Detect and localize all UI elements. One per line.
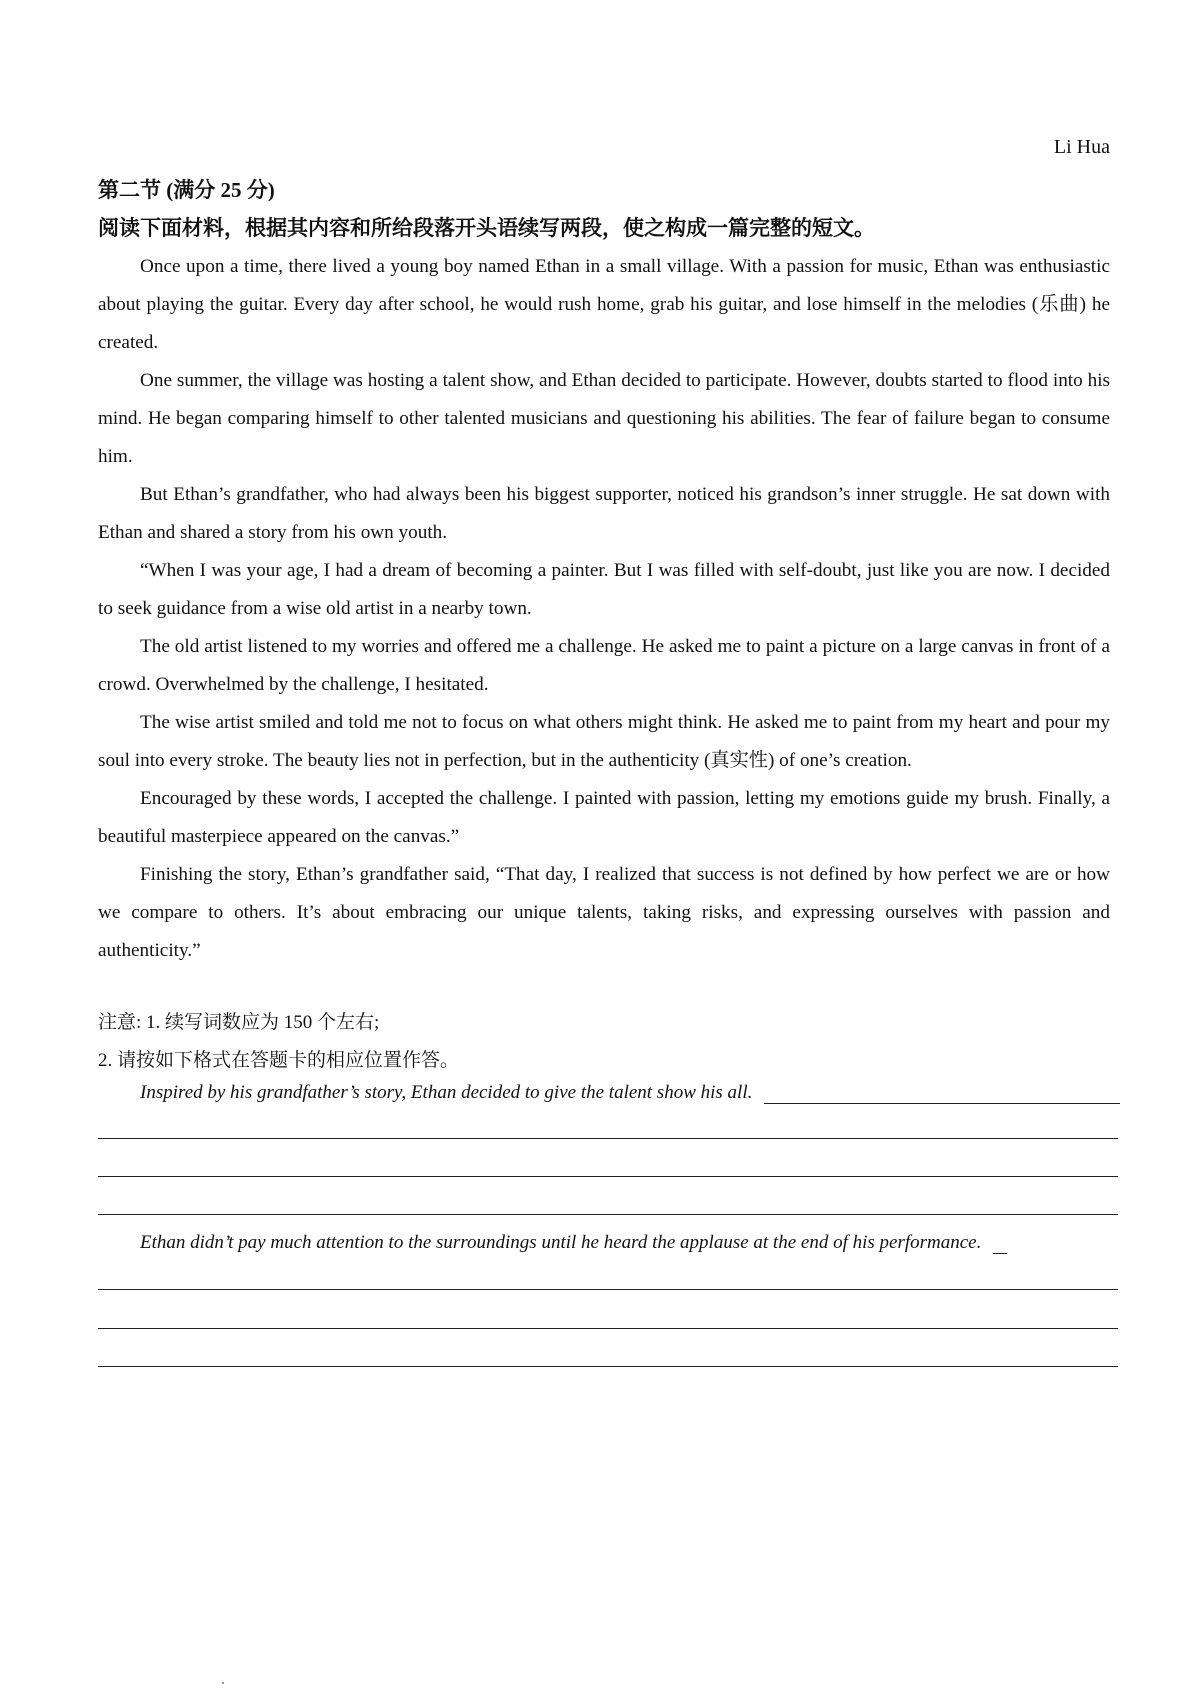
answer-line[interactable] <box>98 1366 1118 1367</box>
answer-blank[interactable] <box>764 1085 1120 1104</box>
passage-paragraph: Finishing the story, Ethan’s grandfather said, “That day, I realized that success is not defined by how perfect we are or how we compare to others. It’s about embracing our unique talents, taking risks, and expressing ourselves with passion and authenticity.” <box>98 864 1110 961</box>
passage-paragraph: Once upon a time, there lived a young boy named Ethan in a small village. With a passion for music, Ethan was enthusiastic about playing the guitar. Every day after school, he would rush home, grab his guitar, and lose himself in the melodies (乐曲) he created. <box>98 256 1110 353</box>
answer-line[interactable] <box>98 1328 1118 1329</box>
note-answer-format: 2. 请按如下格式在答题卡的相应位置作答。 <box>98 1050 460 1071</box>
prompt-text: Inspired by his grandfather’s story, Ethan decided to give the talent show his all. <box>140 1082 753 1103</box>
signature: Li Hua <box>1053 136 1110 158</box>
footer-mark <box>222 1682 224 1684</box>
answer-line[interactable] <box>98 1138 1118 1139</box>
note-word-count: 注意: 1. 续写词数应为 150 个左右; <box>98 1012 380 1033</box>
continuation-prompt-2 <box>140 1232 1120 1254</box>
passage-paragraph: Encouraged by these words, I accepted the challenge. I painted with passion, letting my emotions guide my brush. Finally, a beautiful masterpiece appeared on the canvas.” <box>98 788 1110 847</box>
passage-paragraph: The old artist listened to my worries and offered me a challenge. He asked me to paint a picture on a large canvas in front of a crowd. Overwhelmed by the challenge, I hesitated. <box>98 636 1110 695</box>
answer-line[interactable] <box>98 1214 1118 1215</box>
notes <box>98 1004 459 1080</box>
continuation-prompt-1 <box>140 1082 1120 1104</box>
passage-paragraph: One summer, the village was hosting a talent show, and Ethan decided to participate. However, doubts started to flood into his mind. He began comparing himself to other talented musicians and questioning his abilities. The fear of failure began to consume him. <box>98 370 1110 467</box>
prompt-text: Ethan didn’t pay much attention to the surroundings until he heard the applause at the end of his performance. <box>140 1232 982 1253</box>
section-instruction: 阅读下面材料，根据其内容和所给段落开头语续写两段，使之构成一篇完整的短文。 <box>98 216 875 240</box>
passage-paragraph: The wise artist smiled and told me not to focus on what others might think. He asked me to paint from my heart and pour my soul into every stroke. The beauty lies not in perfection, but in the authenticity (真实性) of one’s creation. <box>98 712 1110 771</box>
passage-paragraph: “When I was your age, I had a dream of becoming a painter. But I was filled with self-doubt, just like you are now. I decided to seek guidance from a wise old artist in a nearby town. <box>98 560 1110 619</box>
answer-line[interactable] <box>98 1289 1118 1290</box>
answer-blank[interactable] <box>993 1235 1007 1254</box>
passage-paragraph: But Ethan’s grandfather, who had always been his biggest supporter, noticed his grandson’s inner struggle. He sat down with Ethan and shared a story from his own youth. <box>98 484 1110 543</box>
answer-line[interactable] <box>98 1176 1118 1177</box>
reading-passage <box>98 248 1110 970</box>
section-title: 第二节 (满分 25 分) <box>98 178 275 202</box>
